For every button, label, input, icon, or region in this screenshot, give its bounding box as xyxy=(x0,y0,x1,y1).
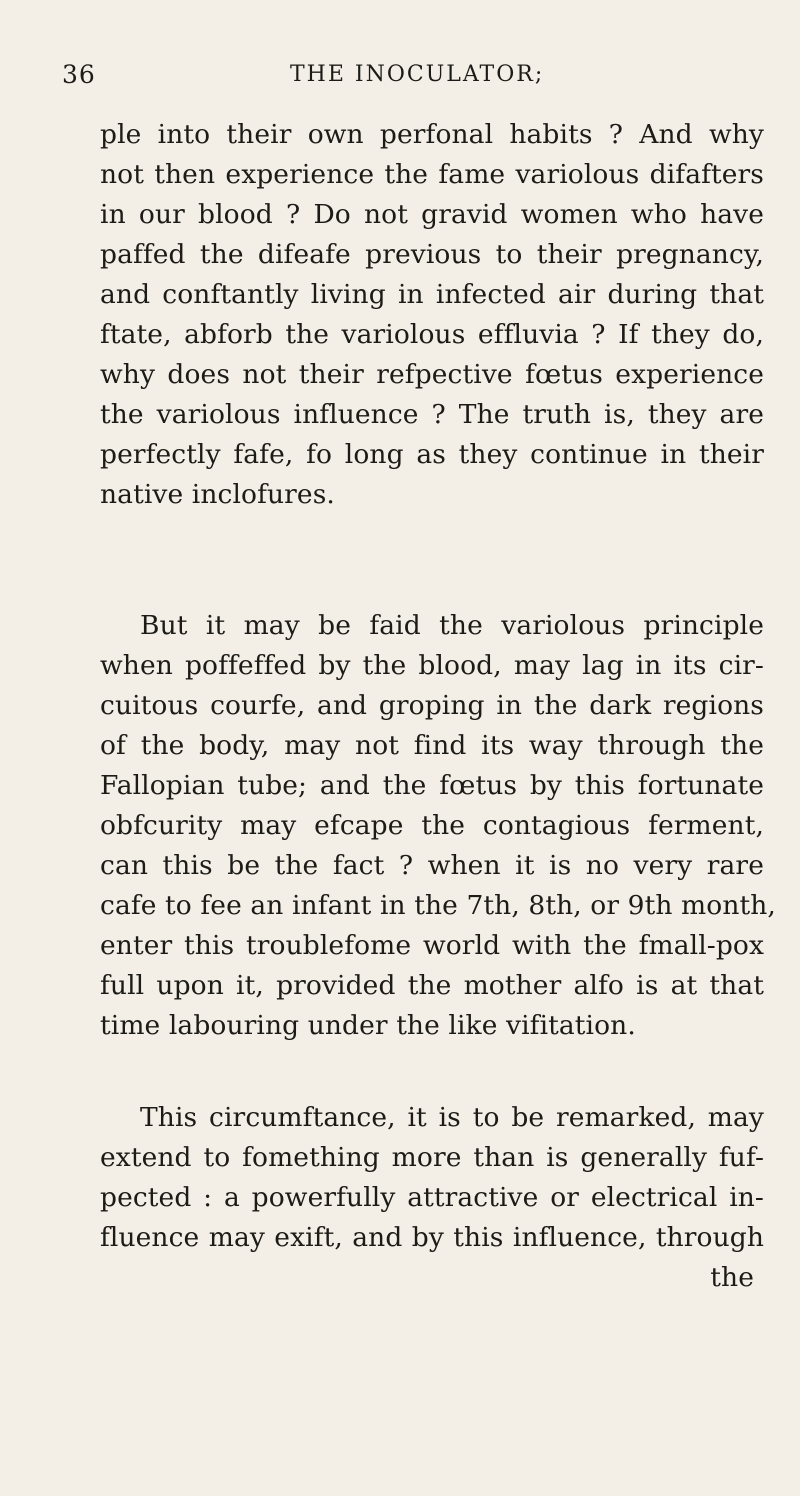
text-line: This circumftance, it is to be remarked, may xyxy=(140,1102,764,1133)
text-line: ftate, abforb the variolous effluvia ? If they do, xyxy=(100,319,764,350)
text-line: can this be the fact ? when it is no very rare xyxy=(100,850,764,881)
text-line: cuitous courfe, and groping in the dark regions xyxy=(100,690,764,721)
text-line: the variolous influence ? The truth is, they are xyxy=(100,399,764,430)
text-line: perfectly fafe, fo long as they continue in their xyxy=(100,439,764,470)
text-line: why does not their refpective fœtus experience xyxy=(100,359,764,390)
text-line: time labouring under the like vifitation. xyxy=(100,1010,636,1041)
text-line: obfcurity may efcape the contagious ferment, xyxy=(100,810,764,841)
page-header xyxy=(62,60,710,100)
text-line: extend to fomething more than is generally fuf- xyxy=(100,1142,764,1173)
text-line: not then experience the fame variolous difafters xyxy=(100,159,764,190)
paragraph-2 xyxy=(100,606,776,1046)
text-line: in our blood ? Do not gravid women who have xyxy=(100,199,764,230)
text-line: enter this troublefome world with the fmall-pox xyxy=(100,930,764,961)
paragraph-1 xyxy=(100,115,764,515)
text-line: pected : a powerfully attractive or electrical in- xyxy=(100,1182,764,1213)
text-line: fluence may exift, and by this influence, through xyxy=(100,1222,764,1253)
running-title: THE INOCULATOR; xyxy=(290,62,545,87)
text-line: of the body, may not find its way through the xyxy=(100,730,764,761)
text-line: ple into their own perfonal habits ? And why xyxy=(100,119,764,150)
text-line: native inclofures. xyxy=(100,479,335,510)
text-line: and conftantly living in infected air during that xyxy=(100,279,764,310)
text-line: when poffeffed by the blood, may lag in its cir- xyxy=(100,650,764,681)
paragraph-3 xyxy=(100,1098,764,1298)
text-line: paffed the difeafe previous to their pregnancy, xyxy=(100,239,764,270)
catchword: the xyxy=(710,1262,754,1293)
text-line: But it may be faid the variolous principle xyxy=(140,610,764,641)
text-line: full upon it, provided the mother alfo is at that xyxy=(100,970,764,1001)
text-line: Fallopian tube; and the fœtus by this fortunate xyxy=(100,770,764,801)
page-number: 36 xyxy=(62,60,96,89)
text-line: cafe to fee an infant in the 7th, 8th, or 9th month, xyxy=(100,890,776,921)
